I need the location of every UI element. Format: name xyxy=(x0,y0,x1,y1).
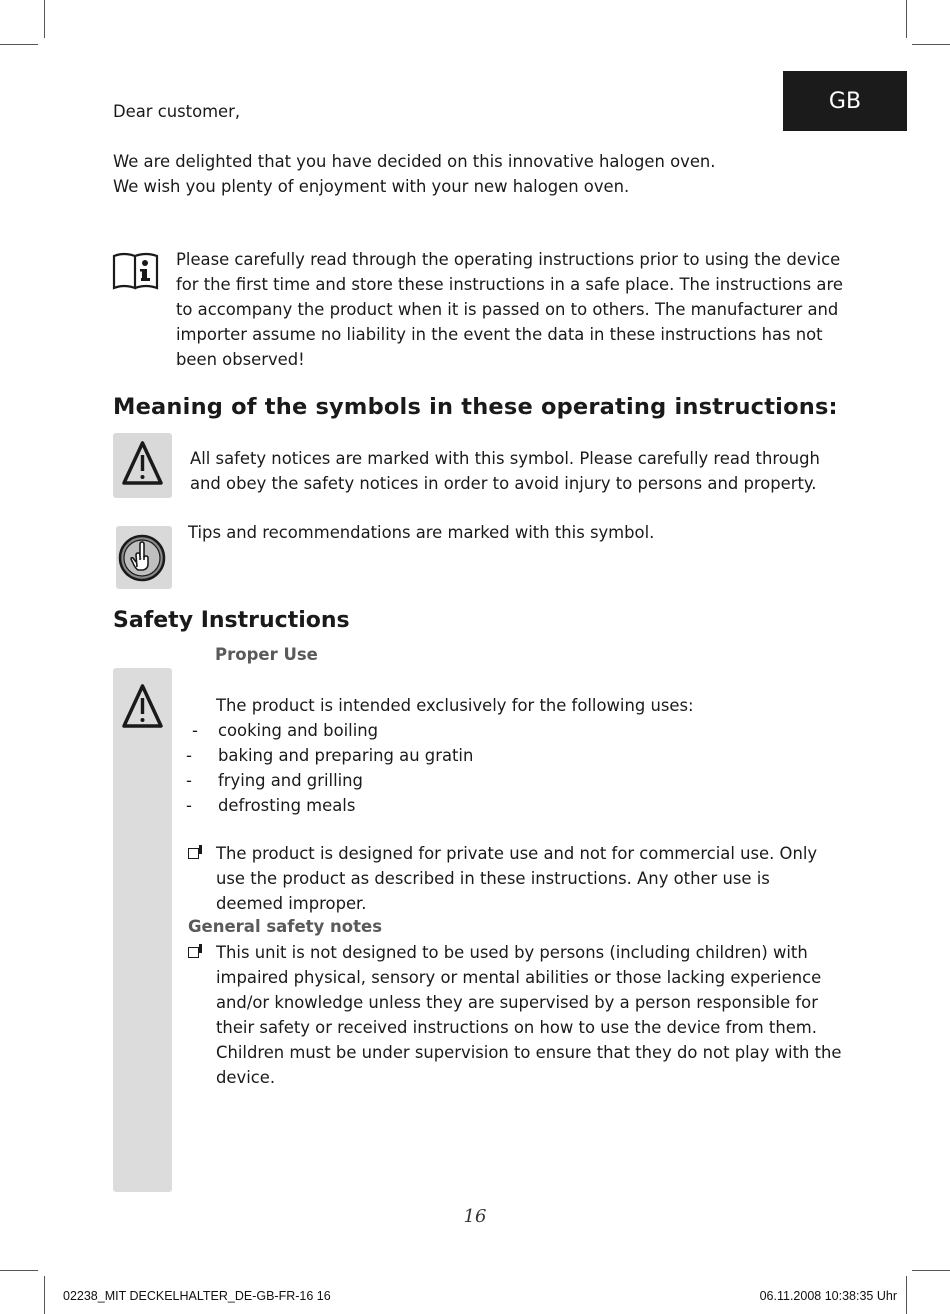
list-item: baking and preparing au gratin xyxy=(218,746,474,765)
manual-info-icon xyxy=(111,248,161,292)
warning-symbol-box xyxy=(113,433,172,498)
list-item: frying and grilling xyxy=(218,771,363,790)
checkbox-bullet xyxy=(188,848,199,859)
list-dash: - xyxy=(186,746,192,765)
tip-symbol-box xyxy=(116,526,172,589)
list-item: cooking and boiling xyxy=(218,721,379,740)
list-dash: - xyxy=(186,796,192,815)
footer-file-info: 02238_MIT DECKELHALTER_DE-GB-FR-16 16 xyxy=(63,1289,331,1303)
warning-symbol-text: All safety notices are marked with this symbol. Please carefully read through and obey the safety notices in order to avoid injury to persons and property. xyxy=(190,449,820,493)
safety-heading: Safety Instructions xyxy=(113,608,350,633)
crop-mark xyxy=(912,44,950,45)
warning-sidebar xyxy=(113,668,172,1192)
crop-mark xyxy=(44,0,45,38)
crop-mark xyxy=(906,0,907,38)
crop-mark xyxy=(0,1270,38,1271)
language-tab: GB xyxy=(783,71,907,131)
info-notice: Please carefully read through the operating instructions prior to using the device for the first time and store these instructions in a safe place. The instructions are to accompany the product when it is passed on to others. The manufacturer and importer assume no liability in the event the data in these instructions has not been observed! xyxy=(176,250,843,369)
proper-use-intro: The product is intended exclusively for the following uses: xyxy=(216,696,694,715)
crop-mark xyxy=(906,1276,907,1314)
intro-line: We are delighted that you have decided on this innovative halogen oven. xyxy=(113,152,716,171)
intro-line: We wish you plenty of enjoyment with your new halogen oven. xyxy=(113,177,630,196)
list-dash: - xyxy=(186,771,192,790)
crop-mark xyxy=(912,1270,950,1271)
hand-pointer-icon xyxy=(116,526,172,589)
greeting: Dear customer, xyxy=(113,102,241,121)
page-number: 16 xyxy=(463,1206,487,1227)
general-safety-heading: General safety notes xyxy=(188,917,383,936)
list-item: defrosting meals xyxy=(218,796,356,815)
private-use-note: The product is designed for private use and not for commercial use. Only use the product as described in these instructions. Any other use is deemed improper. xyxy=(216,844,818,913)
footer-timestamp: 06.11.2008 10:38:35 Uhr xyxy=(759,1289,897,1303)
warning-icon xyxy=(113,678,172,738)
list-dash: - xyxy=(192,721,198,740)
general-safety-note: This unit is not designed to be used by persons (including children) with impaired physical, sensory or mental abilities or those lacking experience and/or knowledge unless they are supervised by a person responsible for their safety or received instructions on how to use the device from them. Children must be under supervision to ensure that they do not play with the device. xyxy=(216,943,842,1087)
crop-mark xyxy=(44,1276,45,1314)
proper-use-heading: Proper Use xyxy=(215,645,318,664)
crop-mark xyxy=(0,44,38,45)
symbols-heading: Meaning of the symbols in these operating instructions: xyxy=(113,394,838,420)
checkbox-bullet xyxy=(188,947,199,958)
warning-icon xyxy=(113,433,172,498)
tip-symbol-text: Tips and recommendations are marked with this symbol. xyxy=(188,523,655,542)
